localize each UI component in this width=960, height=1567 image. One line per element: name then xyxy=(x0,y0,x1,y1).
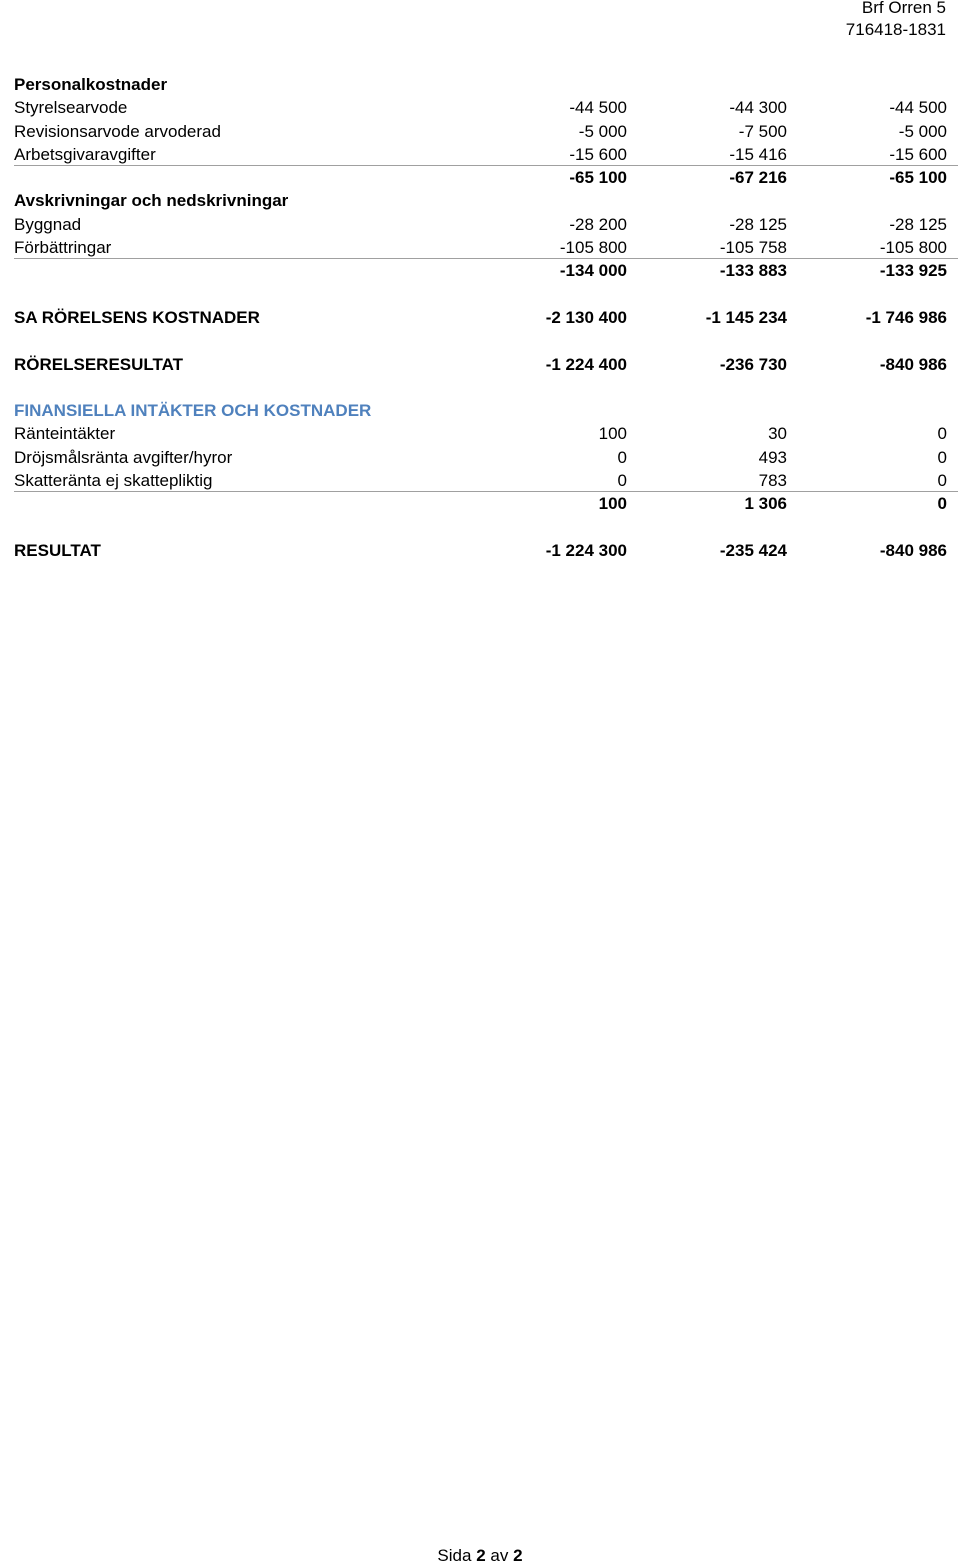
value-col-1: 0 xyxy=(617,447,627,467)
line-item-row xyxy=(14,469,958,492)
value-col-2: 1 306 xyxy=(744,494,787,514)
value-col-3: -133 925 xyxy=(879,261,947,281)
page-middle: av xyxy=(490,1546,509,1565)
value-col-2: -133 883 xyxy=(719,261,787,281)
row-label: Avskrivningar och nedskrivningar xyxy=(14,191,289,211)
spacer-row xyxy=(14,329,958,352)
value-col-2: -67 216 xyxy=(729,168,787,188)
section-heading xyxy=(14,73,958,96)
value-col-1: -65 100 xyxy=(569,168,627,188)
org-name: Brf Orren 5 xyxy=(861,0,946,17)
value-col-3: -105 800 xyxy=(879,238,947,258)
value-col-3: -1 746 986 xyxy=(865,307,947,327)
subtotal-row xyxy=(14,492,958,515)
value-col-1: -15 600 xyxy=(569,144,627,164)
page-footer xyxy=(0,1545,960,1567)
value-col-2: 783 xyxy=(758,471,787,491)
line-item-row xyxy=(14,143,958,166)
value-col-1: -28 200 xyxy=(569,214,627,234)
row-label: Arbetsgivaravgifter xyxy=(14,144,156,164)
line-item-row xyxy=(14,120,958,143)
section-heading xyxy=(14,399,958,422)
value-col-1: -2 130 400 xyxy=(545,307,627,327)
page-total: 2 xyxy=(513,1546,523,1565)
value-col-3: -15 600 xyxy=(889,144,947,164)
page-prefix: Sida xyxy=(437,1546,472,1565)
value-col-2: 30 xyxy=(768,424,787,444)
value-col-2: -7 500 xyxy=(738,121,787,141)
row-label: Byggnad xyxy=(14,214,82,234)
value-col-3: -5 000 xyxy=(898,121,947,141)
value-col-3: -44 500 xyxy=(889,98,947,118)
value-col-1: 0 xyxy=(617,471,627,491)
value-col-3: 0 xyxy=(937,447,947,467)
value-col-2: -15 416 xyxy=(729,144,787,164)
total-row xyxy=(14,353,958,376)
spacer-row xyxy=(14,283,958,306)
value-col-1: 100 xyxy=(598,424,627,444)
value-col-1: -105 800 xyxy=(559,238,627,258)
value-col-3: 0 xyxy=(937,494,947,514)
value-col-1: -134 000 xyxy=(559,261,627,281)
line-item-row xyxy=(14,422,958,445)
value-col-2: -105 758 xyxy=(719,238,787,258)
value-col-3: -28 125 xyxy=(889,214,947,234)
value-col-1: -1 224 300 xyxy=(545,540,627,560)
total-row xyxy=(14,539,958,562)
value-col-2: -44 300 xyxy=(729,98,787,118)
row-label: Förbättringar xyxy=(14,238,112,258)
income-statement-table xyxy=(14,73,958,562)
value-col-3: -65 100 xyxy=(889,168,947,188)
line-item-row xyxy=(14,96,958,119)
value-col-2: -236 730 xyxy=(719,354,787,374)
row-label: Ränteintäkter xyxy=(14,424,116,444)
value-col-3: -840 986 xyxy=(879,540,947,560)
value-col-3: 0 xyxy=(937,471,947,491)
row-label: Personalkostnader xyxy=(14,75,168,94)
spacer-row xyxy=(14,516,958,539)
value-col-1: -44 500 xyxy=(569,98,627,118)
org-number: 716418-1831 xyxy=(845,20,946,39)
row-label: Dröjsmålsränta avgifter/hyror xyxy=(14,447,233,467)
value-col-1: 100 xyxy=(598,494,627,514)
row-label: Revisionsarvode arvoderad xyxy=(14,121,221,141)
value-col-1: -1 224 400 xyxy=(545,354,627,374)
line-item-row xyxy=(14,446,958,469)
row-label: Skatteränta ej skattepliktig xyxy=(14,471,213,491)
row-label: Styrelsearvode xyxy=(14,98,128,118)
total-row xyxy=(14,306,958,329)
subtotal-row xyxy=(14,166,958,189)
line-item-row xyxy=(14,213,958,236)
value-col-1: -5 000 xyxy=(578,121,627,141)
document-header xyxy=(846,0,946,41)
section-heading xyxy=(14,189,958,212)
row-label: FINANSIELLA INTÄKTER OCH KOSTNADER xyxy=(14,401,372,421)
value-col-2: -1 145 234 xyxy=(705,307,787,327)
page-number: 2 xyxy=(476,1546,486,1565)
line-item-row xyxy=(14,236,958,259)
value-col-2: -235 424 xyxy=(719,540,787,560)
spacer-row xyxy=(14,376,958,399)
value-col-3: -840 986 xyxy=(879,354,947,374)
subtotal-row xyxy=(14,259,958,282)
row-label: RESULTAT xyxy=(14,540,101,560)
row-label: RÖRELSERESULTAT xyxy=(14,354,184,374)
value-col-3: 0 xyxy=(937,424,947,444)
row-label: SA RÖRELSENS KOSTNADER xyxy=(14,307,260,327)
value-col-2: -28 125 xyxy=(729,214,787,234)
value-col-2: 493 xyxy=(758,447,787,467)
